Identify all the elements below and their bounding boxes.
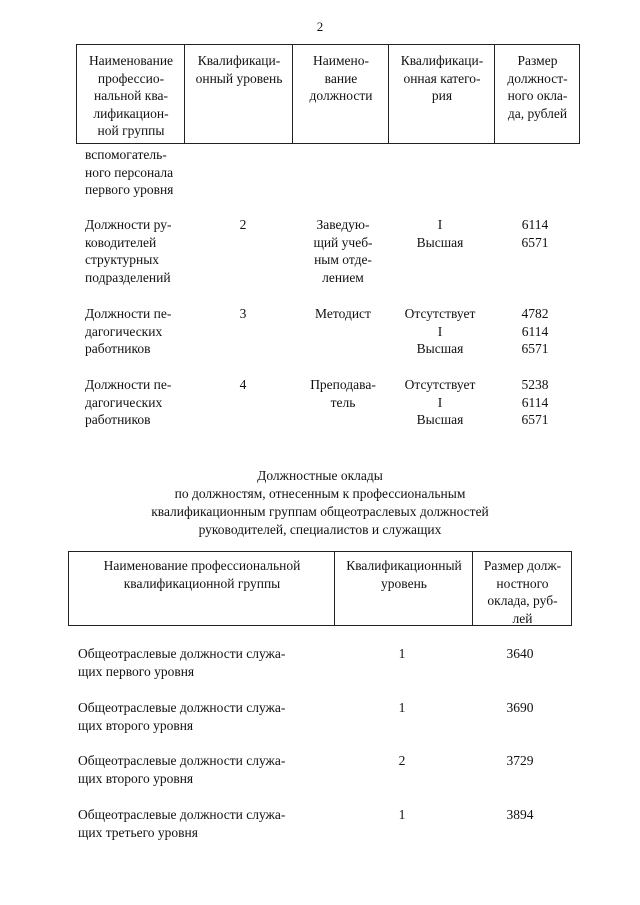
table1-header-salary: Размер должност- ного окла- да, рублей bbox=[507, 53, 568, 121]
row-categories: I Высшая bbox=[416, 217, 464, 250]
row-group-name: Должности пе- дагогических работников bbox=[85, 377, 172, 427]
table2-divider bbox=[334, 552, 335, 625]
row-salary: 3640 bbox=[506, 646, 534, 661]
row-level: 1 bbox=[398, 646, 406, 661]
table1-header-group: Наименование профессио- нальной ква- лификацион- ной группы bbox=[88, 53, 174, 138]
table2-divider bbox=[472, 552, 473, 625]
table1-header-position: Наимено- вание должности bbox=[309, 53, 373, 103]
section2-title: Должностные оклады по должностям, отнесенным к профессиональным квалификационным группам общеотраслевых должностей руководителей, специалистов и служащих bbox=[151, 468, 489, 537]
row-salary: 3894 bbox=[506, 807, 534, 822]
row-salary: 3729 bbox=[506, 753, 534, 768]
table2-header bbox=[68, 551, 572, 626]
table1-header bbox=[76, 44, 580, 144]
table1-border-left bbox=[76, 45, 77, 143]
row-level: 1 bbox=[398, 700, 406, 715]
table1-divider bbox=[494, 45, 495, 143]
page-number: 2 bbox=[316, 19, 324, 34]
table1-divider bbox=[388, 45, 389, 143]
row-position: Преподава- тель bbox=[310, 377, 376, 410]
table1-header-category: Квалификаци- онная катего- рия bbox=[400, 53, 484, 103]
table1-continuation-text: вспомогатель- ного персонала первого уровня bbox=[85, 147, 174, 197]
row-salary: 3690 bbox=[506, 700, 534, 715]
row-group-name: Общеотраслевые должности служа- щих второго уровня bbox=[78, 753, 286, 786]
row-level: 1 bbox=[398, 807, 406, 822]
row-group-name: Общеотраслевые должности служа- щих первого уровня bbox=[78, 646, 286, 679]
row-level: 2 bbox=[398, 753, 406, 768]
row-group-name: Должности ру- ководителей структурных подразделений bbox=[85, 217, 172, 285]
row-group-name: Общеотраслевые должности служа- щих третьего уровня bbox=[78, 807, 286, 840]
row-group-name: Должности пе- дагогических работников bbox=[85, 306, 172, 356]
table2-header-salary: Размер долж- ностного оклада, руб- лей bbox=[483, 558, 562, 626]
table1-border-right bbox=[579, 45, 580, 143]
row-salaries: 4782 6114 6571 bbox=[521, 306, 549, 356]
row-level: 4 bbox=[239, 377, 247, 392]
table2-border-right bbox=[571, 552, 572, 625]
row-position: Методист bbox=[315, 306, 371, 321]
row-level: 2 bbox=[239, 217, 247, 232]
table1-divider bbox=[184, 45, 185, 143]
row-position: Заведую- щий учеб- ным отде- лением bbox=[313, 217, 373, 285]
row-salaries: 5238 6114 6571 bbox=[521, 377, 549, 427]
table1-header-level: Квалификаци- онный уровень bbox=[195, 53, 283, 86]
row-salaries: 6114 6571 bbox=[521, 217, 549, 250]
table2-border-left bbox=[68, 552, 69, 625]
row-level: 3 bbox=[239, 306, 247, 321]
table2-header-group: Наименование профессиональной квалификационной группы bbox=[103, 558, 301, 591]
table1-divider bbox=[292, 45, 293, 143]
row-categories: Отсутствует I Высшая bbox=[404, 306, 476, 356]
row-group-name: Общеотраслевые должности служа- щих второго уровня bbox=[78, 700, 286, 733]
table2-header-level: Квалификационный уровень bbox=[346, 558, 462, 591]
row-categories: Отсутствует I Высшая bbox=[404, 377, 476, 427]
